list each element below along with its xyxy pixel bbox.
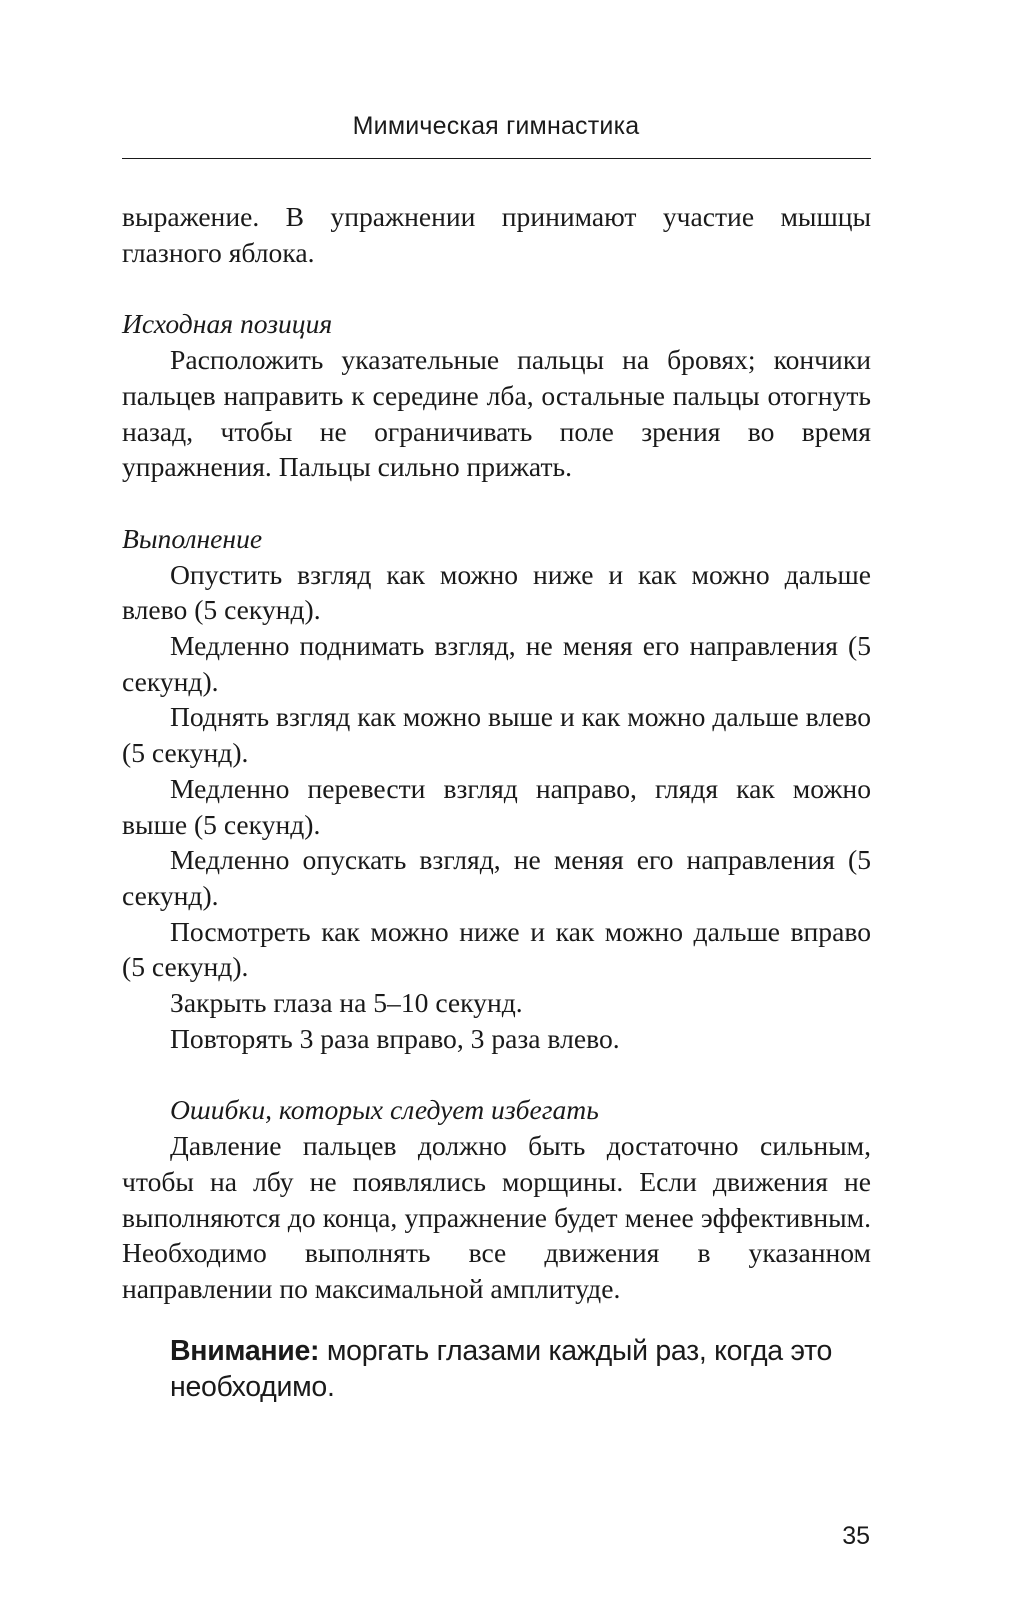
running-title: Мимическая гимнастика bbox=[352, 112, 640, 140]
execution-step: Закрыть глаза на 5–10 секунд. bbox=[170, 987, 523, 1019]
errors-paragraph: Давление пальцев должно быть достаточно сильным, чтобы на лбу не появлялись морщины. Если движения не выполняются до конца, упражнение будет менее эффективным. Необходимо выполнять все движения в указанном направлении по максимальной амплитуде. bbox=[122, 1130, 871, 1304]
execution-step: Медленно поднимать взгляд, не меняя его направления (5 секунд). bbox=[122, 630, 871, 697]
execution-step: Медленно перевести взгляд направо, глядя как можно выше (5 секунд). bbox=[122, 772, 871, 840]
execution-step: Посмотреть как можно ниже и как можно дальше вправо (5 секунд). bbox=[122, 915, 871, 983]
section-heading-execution: Выполнение bbox=[122, 522, 263, 554]
execution-step: Медленно опускать взгляд, не меняя его направления (5 секунд). bbox=[122, 844, 871, 911]
execution-step: Поднять взгляд как можно выше и как можно дальше влево (5 секунд). bbox=[122, 701, 871, 769]
attention-note bbox=[170, 1333, 850, 1405]
page-body bbox=[122, 199, 871, 1307]
attention-text: моргать глазами каждый раз, когда это необходимо. bbox=[170, 1335, 833, 1403]
section-heading-start-position: Исходная позиция bbox=[122, 308, 333, 340]
continuation-paragraph: выражение. В упражнении принимают участие мышцы глазного яблока. bbox=[122, 201, 871, 268]
header-divider bbox=[122, 158, 871, 159]
page-number: 35 bbox=[842, 1522, 870, 1550]
start-position-paragraph: Расположить указательные пальцы на бровях; кончики пальцев направить к середине лба, остальные пальцы отогнуть назад, чтобы не ограничивать поле зрения во время упражнения. Пальцы сильно прижать. bbox=[122, 344, 871, 483]
attention-label: Внимание: bbox=[170, 1335, 320, 1367]
execution-step: Повторять 3 раза вправо, 3 раза влево. bbox=[170, 1022, 620, 1054]
section-heading-errors: Ошибки, которых следует избегать bbox=[170, 1094, 599, 1126]
execution-step: Опустить взгляд как можно ниже и как можно дальше влево (5 секунд). bbox=[122, 558, 871, 626]
